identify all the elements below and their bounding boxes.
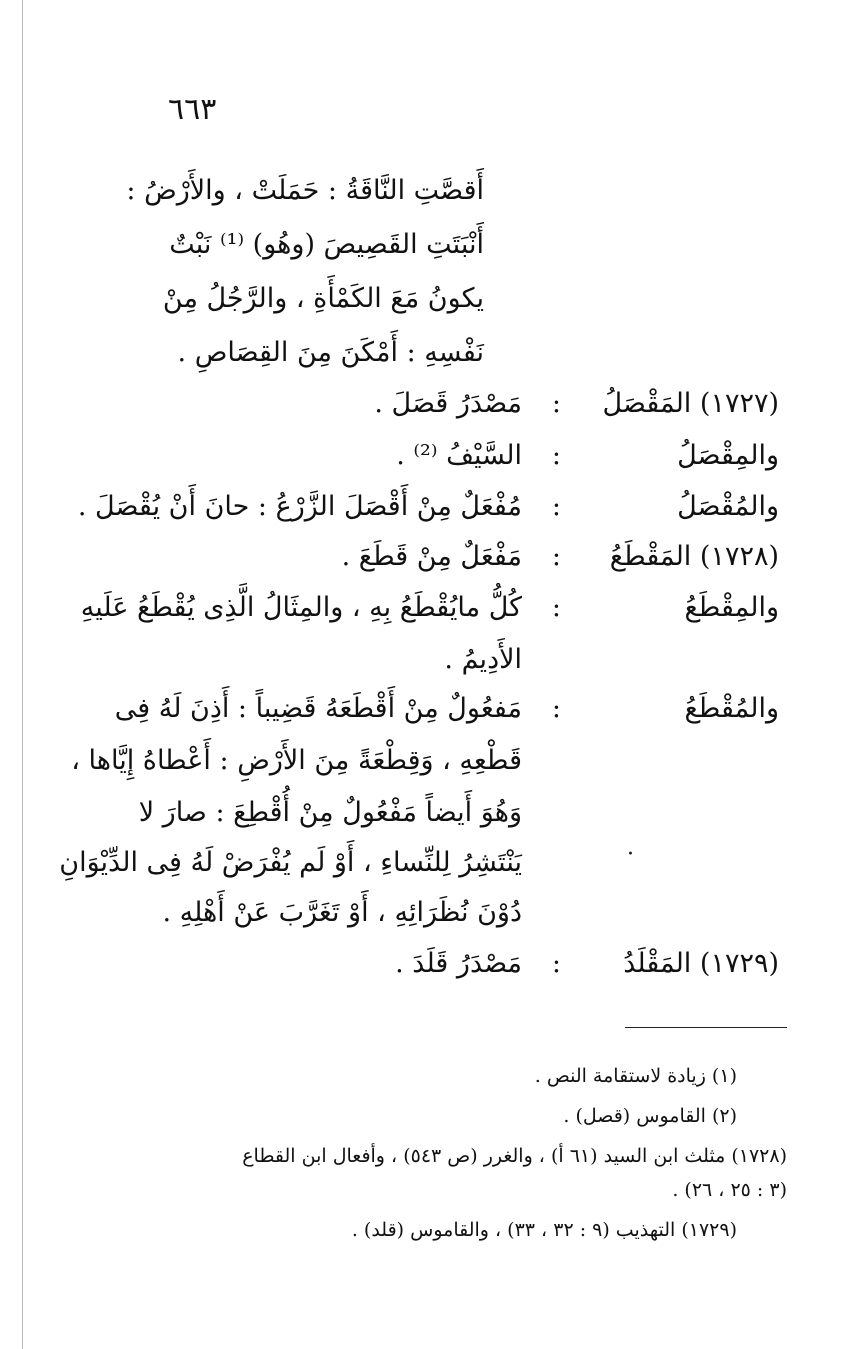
- footnote: (١) زيادة لاستقامة النص .: [534, 1065, 737, 1087]
- continuation-line: أَنْبَتَتِ القَصِيصَ (وهُو) ⁽¹⁾ نَبْتٌ: [169, 229, 484, 260]
- entry-definition: قَطْعِهِ ، وَقِطْعَةً مِنَ الأَرْضِ : أَعْطاهُ إِيَّاها ،: [71, 745, 522, 776]
- entry-definition: مَصْدَرُ قَصَلَ .: [374, 388, 522, 419]
- entry-term: (١٧٢٧) المَقْصَلُ: [602, 388, 779, 419]
- entry-colon: :: [551, 388, 561, 419]
- entry-colon: :: [551, 440, 561, 471]
- entry-colon: :: [551, 491, 561, 522]
- entry-definition: مَفعُولٌ مِنْ أَقْطَعَهُ قَضِيباً : أَذِنَ لَهُ فِى: [114, 693, 522, 724]
- entry-definition: مَصْدَرُ قَلَدَ .: [395, 948, 522, 979]
- entry-definition: دُوْنَ نُظَرَائِهِ ، أَوْ تَغَرَّبَ عَنْ أَهْلِهِ .: [162, 897, 522, 928]
- entry-term: (١٧٢٩) المَقْلَدُ: [623, 948, 779, 979]
- footnote: (٣ : ٢٥ ، ٢٦) .: [672, 1179, 787, 1201]
- continuation-line: يكونُ مَعَ الكَمْأَةِ ، والرَّجُلُ مِنْ: [162, 283, 484, 314]
- page-margin-line: [22, 0, 23, 1349]
- continuation-line: أَقصَّتِ النَّاقَةُ : حَمَلَتْ ، والأَرْضُ :: [126, 175, 484, 206]
- continuation-line: نَفْسِهِ : أَمْكَنَ مِنَ القِصَاصِ .: [177, 337, 484, 368]
- entry-definition: كُلُّ مايُقْطَعُ بِهِ ، والمِثَالُ الَّذِى يُقْطَعُ عَلَيهِ: [80, 592, 522, 623]
- entry-definition: وَهُوَ أَيضاً مَفْعُولٌ مِنْ أُقْطِعَ : صارَ لا: [138, 797, 522, 828]
- footnote: (١٧٢٩) التهذيب (٩ : ٣٢ ، ٣٣) ، والقاموس (قلد) .: [351, 1219, 737, 1241]
- entry-colon: :: [551, 693, 561, 724]
- footnote-separator: [625, 1027, 787, 1028]
- entry-definition: مُفْعَلٌ مِنْ أَقْصَلَ الزَّرْعُ : حانَ أَنْ يُقْصَلَ .: [77, 491, 522, 522]
- footnote: (١٧٢٨) مثلث ابن السيد (٦١ أ) ، والغرر (ص ٥٤٣) ، وأفعال ابن القطاع: [242, 1145, 787, 1167]
- page-number: ٦٦٣: [168, 92, 217, 127]
- entry-colon: :: [551, 541, 561, 572]
- stray-mark: ·: [627, 842, 634, 867]
- entry-colon: :: [551, 592, 561, 623]
- entry-definition: الأَدِيمُ .: [444, 644, 522, 675]
- entry-definition: يَنْتَشِرُ لِلنِّساءِ ، أَوْ لَم يُفْرَضْ لَهُ فِى الدِّيْوَانِ: [59, 847, 522, 878]
- footnote: (٢) القاموس (قصل) .: [563, 1105, 737, 1127]
- entry-term: والمِقْطَعُ: [684, 592, 779, 623]
- entry-term: (١٧٢٨) المَقْطَعُ: [609, 541, 779, 572]
- entry-definition: السَّيْفُ ⁽²⁾ .: [396, 440, 522, 471]
- entry-colon: :: [551, 948, 561, 979]
- entry-term: والمُقْطَعُ: [684, 693, 779, 724]
- entry-definition: مَفْعَلٌ مِنْ قَطَعَ .: [341, 541, 522, 572]
- entry-term: والمِقْصَلُ: [677, 440, 779, 471]
- entry-term: والمُقْصَلُ: [677, 491, 779, 522]
